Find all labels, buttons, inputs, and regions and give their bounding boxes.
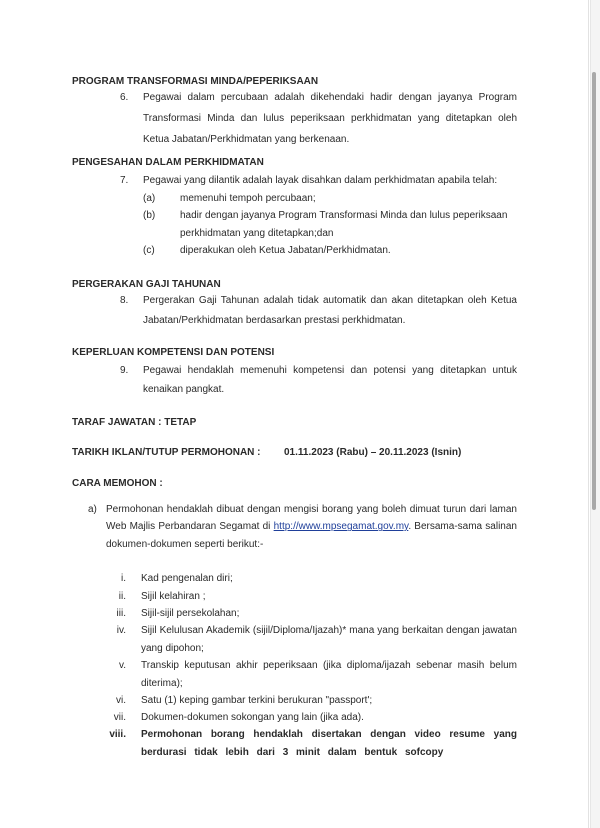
sub-item-text: diperakukan oleh Ketua Jabatan/Perkhidmatan. (180, 245, 391, 256)
document-text: Transkip keputusan akhir peperiksaan (jika diploma/ijazah sebenar masih belum diterima); (141, 660, 517, 689)
document-text: Sijil Kelulusan Akademik (sijil/Diploma/Ijazah)* mana yang berkaitan dengan jawatan yang dipohon; (141, 625, 517, 654)
section-heading: PERGERAKAN GAJI TAHUNAN (72, 279, 221, 290)
cara-memohon-heading: CARA MEMOHON : (72, 478, 163, 489)
document-text: Sijil-sijil persekolahan; (141, 608, 240, 619)
document-text: Permohonan borang hendaklah disertakan dengan video resume yang berdurasi tidak lebih dari 3 minit dalam bentuk sofcopy (141, 729, 517, 758)
document-text: Kad pengenalan diri; (141, 573, 233, 584)
tarikh-label: TARIKH IKLAN/TUTUP PERMOHONAN : (72, 447, 261, 458)
page-edge (588, 0, 589, 828)
sub-item-label: (a) (143, 193, 156, 204)
document-text: Satu (1) keping gambar terkini berukuran "passport'; (141, 695, 373, 706)
section-number: 6. (120, 92, 129, 103)
document-text: Sijil kelahiran ; (141, 591, 206, 602)
sub-item-text: memenuhi tempoh percubaan; (180, 193, 316, 204)
scrollbar-thumb[interactable] (592, 72, 596, 510)
section-text: Pegawai hendaklah memenuhi kompetensi dan potensi yang ditetapkan untuk kenaikan pangkat. (143, 365, 517, 395)
document-label: i. (121, 573, 126, 584)
item-a-label: a) (88, 504, 97, 515)
item-a-text-before: Permohonan hendaklah dibuat dengan mengisi borang yang boleh dimuat turun dari laman Web Majlis Perbandaran Segamat di (106, 504, 517, 533)
document-label: vii. (113, 712, 126, 723)
document-label: viii. (109, 729, 126, 740)
sub-item-text: hadir dengan jayanya Program Transformasi Minda dan lulus peperiksaan perkhidmatan yang ditetapkan;dan (180, 210, 508, 239)
section-heading: PROGRAM TRANSFORMASI MINDA/PEPERIKSAAN (72, 76, 319, 87)
website-link[interactable]: http://www.mpsegamat.gov.my (273, 521, 409, 533)
taraf-jawatan: TARAF JAWATAN : TETAP (72, 417, 197, 428)
section-text: Pegawai yang dilantik adalah layak disahkan dalam perkhidmatan apabila telah: (143, 175, 498, 186)
sub-item-label: (b) (143, 210, 156, 221)
document-text: Dokumen-dokumen sokongan yang lain (jika ada). (141, 712, 364, 723)
document-label: ii. (118, 591, 126, 602)
document-label: iv. (116, 625, 126, 636)
section-number: 7. (120, 175, 129, 186)
sub-item-label: (c) (143, 245, 155, 256)
section-number: 9. (120, 365, 129, 376)
tarikh-value: 01.11.2023 (Rabu) – 20.11.2023 (Isnin) (284, 447, 462, 458)
document-label: iii. (116, 608, 126, 619)
section-heading: KEPERLUAN KOMPETENSI DAN POTENSI (72, 347, 275, 358)
section-heading: PENGESAHAN DALAM PERKHIDMATAN (72, 157, 264, 168)
section-text: Pegawai dalam percubaan adalah dikehendaki hadir dengan jayanya Program Transformasi Minda dan lulus peperiksaan perkhidmatan yang ditetapkan oleh Ketua Jabatan/Perkhidmatan yang berkenaan. (143, 92, 517, 145)
item-a-text-after: . Bersama-sama salinan dokumen-dokumen seperti berikut:- (106, 521, 517, 550)
section-number: 8. (120, 295, 129, 306)
document-label: v. (118, 660, 126, 671)
section-text: Pergerakan Gaji Tahunan adalah tidak automatik dan akan ditetapkan oleh Ketua Jabatan/Perkhidmatan berdasarkan prestasi perkhidmatan. (143, 295, 517, 326)
document-label: vi. (116, 695, 126, 706)
item-a-text (106, 501, 517, 553)
